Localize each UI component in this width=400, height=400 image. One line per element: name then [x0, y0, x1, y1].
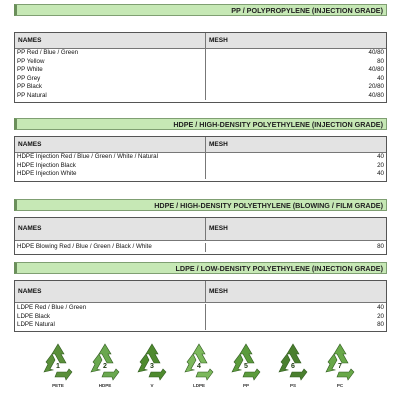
table-header: [15, 33, 386, 49]
row-name: LDPE Natural: [15, 321, 206, 330]
row-mesh: 40/80: [368, 49, 384, 56]
row-name: HDPE Injection Red / Blue / Green / White / Natural: [15, 153, 206, 162]
recycle-symbol: [322, 342, 358, 392]
recycle-label: PP: [242, 383, 249, 388]
row-name: LDPE Red / Blue / Green: [15, 304, 206, 313]
recycle-symbol: [134, 342, 170, 392]
row-mesh: 20/80: [368, 83, 384, 90]
table-row: [15, 170, 386, 179]
mesh-header: MESH: [209, 37, 228, 44]
hdpe-injection-table: [14, 136, 387, 182]
section-title: HDPE / HIGH-DENSITY POLYETHYLENE (INJECTION GRADE): [14, 118, 387, 130]
row-name: PP Black: [15, 83, 206, 92]
row-name: PP Yellow: [15, 58, 206, 67]
table-header: [15, 218, 386, 241]
table-row: [15, 243, 386, 252]
recycle-label: V: [150, 383, 154, 388]
recycle-symbol: [40, 342, 76, 392]
table-body: [15, 241, 386, 252]
recycle-number: 3: [150, 363, 154, 370]
recycle-number: 4: [197, 363, 201, 370]
table-row: [15, 83, 386, 92]
table-header: [15, 281, 386, 303]
table-row: [15, 162, 386, 171]
row-mesh: 80: [377, 243, 384, 250]
recycle-symbol: [228, 342, 264, 392]
recycle-icon: [228, 342, 264, 382]
row-mesh: 20: [377, 161, 384, 169]
recycle-symbol: [275, 342, 311, 392]
table-body: [15, 153, 386, 179]
recycle-label: PS: [289, 383, 296, 388]
ldpe-table: [14, 280, 387, 332]
section-title: PP / POLYPROPYLENE (INJECTION GRADE): [14, 4, 387, 16]
table-row: [15, 321, 386, 330]
recycle-label: LDPE: [192, 383, 205, 388]
recycle-icon: [322, 342, 358, 382]
section-pp: [14, 4, 387, 99]
section-ldpe: [14, 262, 387, 328]
table-row: [15, 153, 386, 162]
table-row: [15, 49, 386, 58]
names-header: NAMES: [15, 218, 206, 240]
table-row: [15, 75, 386, 84]
table-row: [15, 66, 386, 75]
row-mesh: 40: [377, 304, 384, 311]
section-title: LDPE / LOW-DENSITY POLYETHYLENE (INJECTION GRADE): [14, 262, 387, 274]
recycle-label: PC: [336, 383, 344, 388]
row-name: HDPE Injection Black: [15, 162, 206, 171]
row-name: PP Natural: [15, 92, 206, 101]
row-mesh: 80: [377, 57, 384, 65]
table-header: [15, 137, 386, 153]
section-hdpe-blowing: [14, 199, 387, 250]
row-mesh: 80: [377, 321, 384, 328]
recycle-label: PETE: [52, 383, 64, 388]
row-mesh: 20: [377, 312, 384, 320]
row-name: LDPE Black: [15, 313, 206, 322]
row-mesh: 40: [377, 170, 384, 177]
row-name: PP Grey: [15, 75, 206, 84]
section-hdpe-injection: [14, 118, 387, 177]
row-name: PP Red / Blue / Green: [15, 49, 206, 58]
recycle-icon: [134, 342, 170, 382]
mesh-header: MESH: [209, 225, 228, 232]
table-row: [15, 304, 386, 313]
table-row: [15, 58, 386, 67]
names-header: NAMES: [15, 33, 206, 48]
recycle-symbol: [87, 342, 123, 392]
row-name: HDPE Injection White: [15, 170, 206, 179]
recycle-number: 2: [103, 363, 107, 370]
recycle-symbol: [181, 342, 217, 392]
section-title: HDPE / HIGH-DENSITY POLYETHYLENE (BLOWING / FILM GRADE): [14, 199, 387, 211]
row-name: HDPE Blowing Red / Blue / Green / Black / White: [15, 243, 206, 252]
names-header: NAMES: [15, 281, 206, 302]
recycle-symbol-row: [40, 342, 370, 400]
row-mesh: 40/80: [368, 91, 384, 99]
mesh-header: MESH: [209, 141, 228, 148]
row-name: PP White: [15, 66, 206, 75]
recycle-icon: [181, 342, 217, 382]
recycle-icon: [40, 342, 76, 382]
mesh-header: MESH: [209, 288, 228, 295]
row-mesh: 40: [377, 74, 384, 82]
recycle-icon: [275, 342, 311, 382]
recycle-number: 1: [56, 363, 60, 370]
recycle-label: HDPE: [98, 383, 112, 388]
recycle-number: 5: [244, 363, 248, 370]
table-body: [15, 303, 386, 330]
names-header: NAMES: [15, 137, 206, 152]
recycle-number: 6: [291, 363, 295, 370]
hdpe-blowing-table: [14, 217, 387, 255]
recycle-icon: [87, 342, 123, 382]
recycle-number: 7: [338, 363, 342, 370]
pp-table: [14, 32, 387, 103]
row-mesh: 40/80: [368, 66, 384, 73]
table-row: [15, 92, 386, 101]
row-mesh: 40: [377, 153, 384, 160]
table-row: [15, 313, 386, 322]
table-body: [15, 49, 386, 100]
